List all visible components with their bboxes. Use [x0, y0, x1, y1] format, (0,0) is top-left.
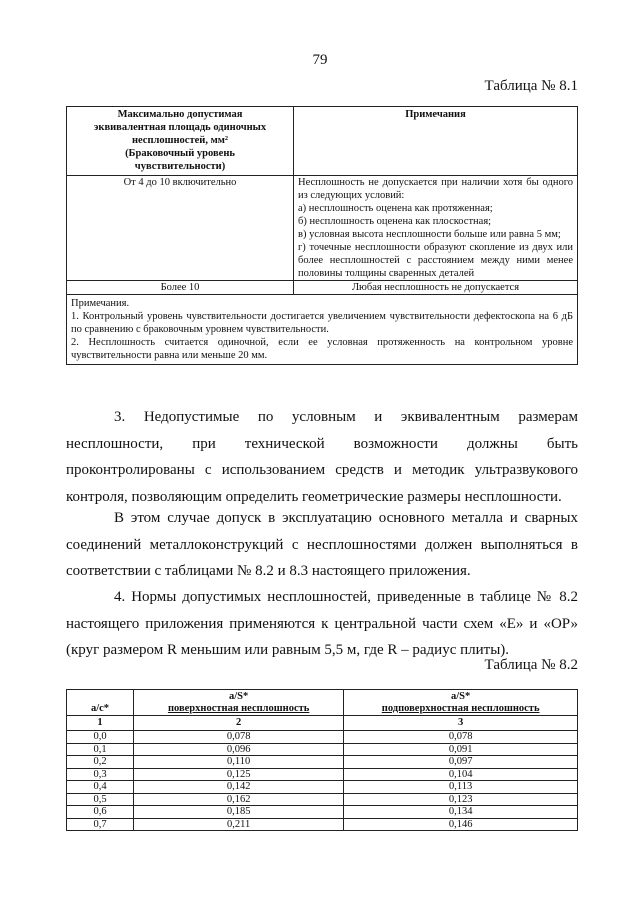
subsurface-cell: 0,113	[344, 781, 578, 794]
table-8-2-label: Таблица № 8.2	[484, 657, 578, 673]
table-row	[67, 793, 578, 806]
subsurface-cell: 0,146	[344, 818, 578, 831]
header-subsurface-text: подповерхностная несплошность	[381, 702, 540, 714]
note-line: б) несплошность оценена как плоскостная;	[298, 216, 492, 227]
column-number-row	[67, 716, 578, 731]
footnote-row	[67, 295, 578, 365]
column-number: 3	[344, 716, 578, 731]
paragraph-4: 4. Нормы допустимых несплошностей, приведенные в таблице № 8.2 настоящего приложения применяются к центральной части схем «Е» и «ОР» (круг размером R меньшим или равным 5,5 м, где R – радиус плиты).	[66, 589, 578, 658]
surface-cell: 0,125	[134, 768, 344, 781]
a-c-cell: 0,6	[67, 806, 134, 819]
header-a-s-text: a/S*	[451, 691, 471, 702]
surface-cell: 0,110	[134, 756, 344, 769]
table-row	[67, 818, 578, 831]
a-c-cell: 0,2	[67, 756, 134, 769]
subsurface-cell: 0,104	[344, 768, 578, 781]
header-surface-text: поверхностная несплошность	[167, 702, 310, 714]
subsurface-cell: 0,091	[344, 743, 578, 756]
a-c-cell: 0,7	[67, 818, 134, 831]
header-line: чувствительности)	[134, 161, 226, 172]
table-row	[67, 176, 578, 281]
table-row	[67, 756, 578, 769]
surface-cell: 0,185	[134, 806, 344, 819]
header-line: (Браковочный уровень	[125, 148, 235, 159]
a-c-cell: 0,0	[67, 731, 134, 744]
header-notes: Примечания	[294, 107, 578, 176]
page-number: 79	[312, 52, 328, 68]
header-subsurface	[344, 690, 578, 716]
table-header-row	[67, 690, 578, 716]
range-cell: От 4 до 10 включительно	[67, 176, 294, 281]
table-row	[67, 806, 578, 819]
header-surface	[134, 690, 344, 716]
note-line: в) условная высота несплошности больше или равна 5 мм;	[298, 229, 561, 240]
header-line: эквивалентная площадь одиночных	[93, 122, 267, 133]
surface-cell: 0,096	[134, 743, 344, 756]
note-line: а) несплошность оценена как протяженная;	[298, 203, 493, 214]
a-c-cell: 0,5	[67, 793, 134, 806]
footnote-cell	[67, 295, 578, 365]
a-c-cell: 0,1	[67, 743, 134, 756]
a-c-cell: 0,3	[67, 768, 134, 781]
table-row	[67, 281, 578, 295]
note-line: г) точечные несплошности образуют скопление из двух или более несплошностей с расстоянием между ними менее половины толщины сваренных деталей	[298, 242, 573, 279]
notes-cell	[294, 176, 578, 281]
footnote-line: 2. Несплошность считается одиночной, если ее условная протяженность на контрольном уровне чувствительности равна или меньше 20 мм.	[71, 337, 573, 361]
table-8-1	[66, 106, 578, 365]
header-max-area	[67, 107, 294, 176]
paragraph-3-continued: В этом случае допуск в эксплуатацию основного металла и сварных соединений металлоконструкций с несплошностями должен выполняться в соответствии с таблицами № 8.2 и 8.3 настоящего приложения.	[66, 510, 578, 579]
surface-cell: 0,078	[134, 731, 344, 744]
table-row	[67, 781, 578, 794]
footnote-line: Примечания.	[71, 298, 130, 309]
column-number: 2	[134, 716, 344, 731]
surface-cell: 0,142	[134, 781, 344, 794]
header-a-s-text: a/S*	[229, 691, 249, 702]
table-8-2-body	[67, 731, 578, 831]
subsurface-cell: 0,097	[344, 756, 578, 769]
a-c-cell: 0,4	[67, 781, 134, 794]
header-a-c	[67, 690, 134, 716]
table-row	[67, 768, 578, 781]
surface-cell: 0,211	[134, 818, 344, 831]
table-8-2	[66, 689, 578, 831]
surface-cell: 0,162	[134, 793, 344, 806]
subsurface-cell: 0,134	[344, 806, 578, 819]
header-a-c-text: a/c*	[90, 702, 110, 714]
subsurface-cell: 0,123	[344, 793, 578, 806]
column-number: 1	[67, 716, 134, 731]
notes-cell: Любая несплошность не допускается	[294, 281, 578, 295]
table-row	[67, 731, 578, 744]
header-line: несплошностей, мм²	[131, 135, 229, 146]
footnote-line: 1. Контрольный уровень чувствительности достигается увеличением чувствительности дефектоскопа на 6 дБ по сравнению с браковочным уровнем чувствительности.	[71, 311, 573, 335]
table-header-row	[67, 107, 578, 176]
paragraph-3: 3. Недопустимые по условным и эквивалентным размерам несплошности, при технической возможности должны быть проконтролированы с использованием средств и методик ультразвукового контроля, позволяющим определить геометрические размеры несплошности.	[66, 409, 578, 505]
table-8-1-label: Таблица № 8.1	[484, 78, 578, 94]
subsurface-cell: 0,078	[344, 731, 578, 744]
header-line: Максимально допустимая	[117, 109, 243, 120]
note-line: Несплошность не допускается при наличии хотя бы одного из следующих условий:	[298, 177, 573, 201]
range-cell: Более 10	[67, 281, 294, 295]
table-row	[67, 743, 578, 756]
